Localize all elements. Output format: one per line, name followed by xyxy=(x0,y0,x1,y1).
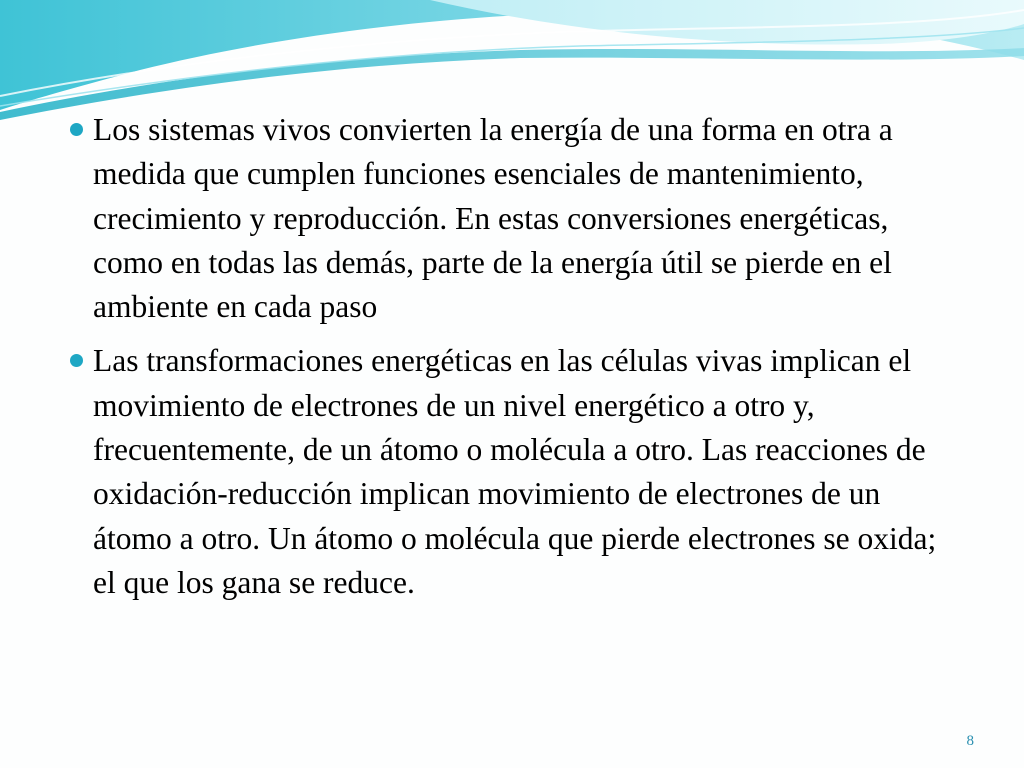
bullet-list xyxy=(70,108,960,615)
bullet-item xyxy=(70,339,960,605)
bullet-dot-icon xyxy=(70,123,83,136)
bullet-text: Los sistemas vivos convierten la energía de una forma en otra a medida que cumplen funciones esenciales de mantenimiento, crecimiento y reproducción. En estas conversiones energéticas, como en todas las demás, parte de la energía útil se pierde en el ambiente en cada paso xyxy=(93,112,893,325)
bullet-item xyxy=(70,108,960,329)
bullet-dot-icon xyxy=(70,354,83,367)
page-number: 8 xyxy=(966,733,974,749)
bullet-text: Las transformaciones energéticas en las células vivas implican el movimiento de electrones de un nivel energético a otro y, frecuentemente, de un átomo o molécula a otro. Las reacciones de oxidación-reducción implican movimiento de electrones de un átomo a otro. Un átomo o molécula que pierde electrones se oxida; el que los gana se reduce. xyxy=(93,343,937,600)
